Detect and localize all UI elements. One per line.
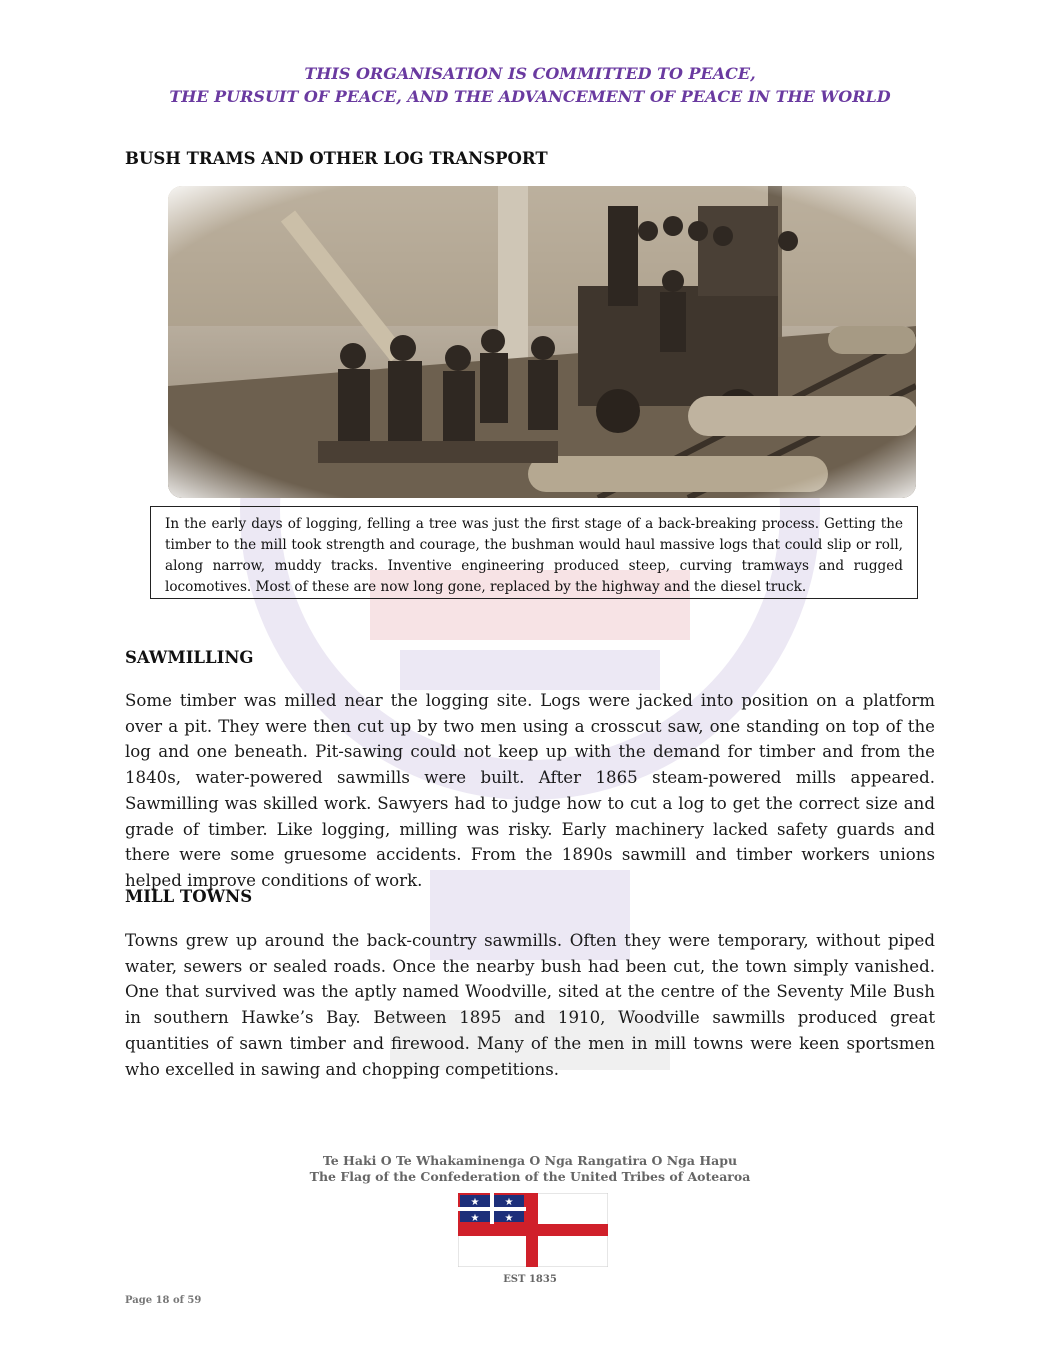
page-number: Page 18 of 59: [125, 1295, 202, 1306]
established-year: EST 1835: [503, 1274, 557, 1285]
photo-caption: In the early days of logging, felling a tree was just the first stage of a back-breaking process. Getting the timber to the mill took strength and courage, the bushman would haul massive logs that could slip or roll, along narrow, muddy tracks. Inventive engineering produced steep, curving tramways and rugged locomotives. Most of these are now long gone, replaced by the highway and the diesel truck.: [150, 506, 918, 599]
united-tribes-flag-icon: [458, 1193, 608, 1267]
organisation-motto: [0, 62, 1060, 108]
svg-text:★: ★: [504, 1213, 514, 1224]
sawmilling-paragraph: Some timber was milled near the logging site. Logs were jacked into position on a platform over a pit. They were then cut up by two men using a crosscut saw, one standing on top of the log and one beneath. Pit-sawing could not keep up with the demand for timber and from the 1840s, water-powered sawmills were built. After 1865 steam-powered mills appeared. Sawmilling was skilled work. Sawyers had to judge how to cut a log to get the correct size and grade of timber. Like logging, milling was risky. Early machinery lacked safety guards and there were some gruesome accidents. From the 1890s sawmill and timber workers unions helped improve conditions of work.: [125, 691, 935, 890]
mill-towns-paragraph: Towns grew up around the back-country sawmills. Often they were temporary, without piped water, sewers or sealed roads. Once the nearby bush had been cut, the town simply vanished. One that survived was the aptly named Woodville, sited at the centre of the Seventy Mile Bush in southern Hawke’s Bay. Between 1895 and 1910, Woodville sawmills produced great quantities of sawn timber and firewood. Many of the men in mill towns were keen sportsmen who excelled in sawing and chopping competitions.: [125, 931, 935, 1079]
footer-english-title: The Flag of the Confederation of the United Tribes of Aotearoa: [309, 1169, 751, 1184]
section-heading-mill-towns: MILL TOWNS: [125, 887, 253, 906]
motto-line-2: THE PURSUIT OF PEACE, AND THE ADVANCEMENT OF PEACE IN THE WORLD: [169, 87, 891, 106]
footer-maori-title: Te Haki O Te Whakaminenga O Nga Rangatira O Nga Hapu: [322, 1153, 738, 1168]
svg-text:★: ★: [470, 1213, 480, 1224]
svg-text:★: ★: [504, 1197, 514, 1208]
motto-line-1: THIS ORGANISATION IS COMMITTED TO PEACE,: [304, 64, 756, 83]
svg-text:★: ★: [470, 1197, 480, 1208]
section-heading-sawmilling: SAWMILLING: [125, 648, 254, 667]
section-heading-bush-trams: BUSH TRAMS AND OTHER LOG TRANSPORT: [125, 149, 548, 168]
logging-locomotive-photo: [168, 186, 916, 498]
